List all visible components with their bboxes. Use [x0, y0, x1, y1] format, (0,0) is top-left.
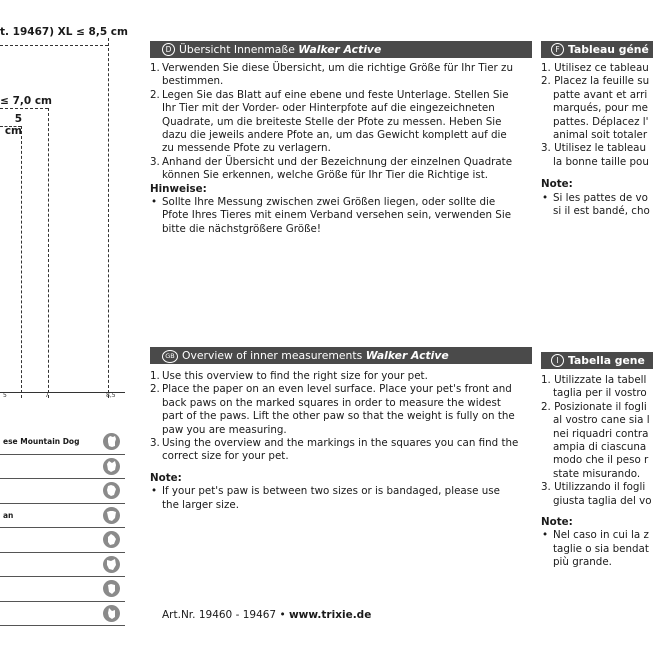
- note-heading: Note:: [541, 516, 573, 529]
- text-line: al vostro cane sia l: [553, 414, 650, 427]
- text-line: marqués, pour me: [553, 102, 648, 115]
- tick-label: 7: [45, 392, 49, 399]
- size-l-label: ≤ 7,0 cm: [0, 95, 52, 107]
- list-item: 2. Legen Sie das Blatt auf eine ebene und feste Unterlage. Stellen Sie Ihr Tier mit der Vorder- oder Hinterpfote auf die eingezeichneten Quadrate, um die breiteste Stelle der Pfote zu messen. Heben Sie dazu die jeweils andere Pfote an, um das Gewicht komplett auf die zu messende Pfote zu verlagern.: [150, 88, 509, 155]
- text-line: modo che il peso r: [553, 454, 649, 467]
- section-header-fr: [541, 41, 653, 58]
- dog-icon: [103, 482, 120, 499]
- section-title: Übersicht Innenmaße: [179, 43, 299, 56]
- dog-icon: [103, 605, 120, 622]
- section-title: Tabella gene: [568, 354, 645, 367]
- list-item: 2. Place the paper on an even level surface. Place your pet's front and back paws on the marked squares in order to measure the widest part of the paws. Lift the other paw so that the weight is fully on the paw you are measuring.: [150, 383, 515, 436]
- tick-label: 8,5: [106, 392, 116, 399]
- dog-icon: [103, 580, 120, 597]
- table-row: [0, 430, 125, 455]
- section-body-it: [541, 374, 655, 570]
- l-dashed-line: [48, 108, 49, 398]
- section-body-gb: [150, 370, 520, 512]
- note-text: si il est bandé, cho: [553, 205, 650, 218]
- tick-label: 5: [3, 392, 7, 399]
- text-line: 3. Utilisez le tableau: [541, 142, 647, 155]
- size-m-label: 5 cm: [4, 113, 22, 137]
- language-badge: D: [162, 43, 175, 56]
- note-heading: Note:: [541, 178, 573, 191]
- table-row: [0, 602, 125, 627]
- m-dashed-line: [21, 126, 22, 398]
- section-body-de: [150, 62, 520, 236]
- note-text: più grande.: [553, 556, 612, 569]
- step-text: Place the paper on an even level surface. Place your pet's front and back paws on the marked squares in order to measure the widest part of the paws. Lift the other paw so that the weight is fully on the paw you are measuring.: [162, 383, 515, 436]
- dog-icon: [103, 556, 120, 573]
- list-item: 1. Verwenden Sie diese Übersicht, um die richtige Größe für Ihr Tier zu bestimmen.: [150, 62, 513, 88]
- l-dashed-top: [0, 108, 48, 109]
- size-xl-label: t. 19467) XL ≤ 8,5 cm: [0, 26, 128, 38]
- breed-name: ese Mountain Dog: [3, 437, 80, 446]
- dog-icon: [103, 531, 120, 548]
- article-number: [162, 609, 371, 621]
- text-line: 2. Posizionate il fogli: [541, 400, 647, 413]
- text-line: 2. Placez la feuille su: [541, 75, 650, 88]
- table-row: [0, 504, 125, 529]
- language-badge: GB: [162, 350, 178, 363]
- step-text: Use this overview to find the right size for your pet.: [162, 370, 428, 382]
- article-number-text: Art.Nr. 19460 - 19467 •: [162, 609, 289, 621]
- language-badge: I: [551, 354, 564, 367]
- text-line: pattes. Déplacez l': [553, 115, 649, 128]
- product-name: Walker Active: [365, 349, 449, 362]
- text-line: ampia di ciascuna: [553, 441, 647, 454]
- text-line: 1. Utilisez ce tableau: [541, 62, 649, 74]
- product-name: Walker Active: [298, 43, 382, 56]
- section-title: Overview of inner measurements: [182, 349, 366, 362]
- section-header-gb: [150, 347, 532, 364]
- text-line: taglia per il vostro: [553, 387, 647, 400]
- dog-breed-table: [0, 430, 125, 626]
- text-line: la bonne taille pou: [553, 155, 649, 168]
- note-heading: Note:: [150, 471, 182, 484]
- section-body-fr: [541, 62, 655, 218]
- dog-icon: [103, 433, 120, 450]
- step-text: Legen Sie das Blatt auf eine ebene und feste Unterlage. Stellen Sie Ihr Tier mit der Vorder- oder Hinterpfote auf die eingezeichneten Quadrate, um die breiteste Stelle der Pfote zu messen. Heben Sie dazu die jeweils andere Pfote an, um das Gewicht komplett auf die zu messende Pfote zu verlagern.: [162, 88, 509, 155]
- text-line: 3. Utilizzando il fogli: [541, 481, 646, 494]
- text-line: 1. Utilizzate la tabell: [541, 374, 647, 386]
- table-row: [0, 528, 125, 553]
- text-line: giusta taglia del vo: [553, 494, 652, 507]
- xl-dashed-line: [108, 38, 109, 398]
- step-text: Using the overview and the markings in the squares you can find the correct size for your pet.: [162, 437, 519, 463]
- section-title: Tableau géné: [568, 43, 649, 56]
- note-text: • Si les pattes de vo: [541, 192, 655, 205]
- breed-name: an: [3, 510, 14, 520]
- step-text: Anhand der Übersicht und der Bezeichnung der einzelnen Quadrate können Sie erkennen, welche Größe für Ihr Tier die Richtige ist.: [162, 155, 513, 182]
- section-header-it: [541, 352, 653, 369]
- note-text: taglie o sia bendat: [553, 542, 649, 555]
- note-text: • Sollte Ihre Messung zwischen zwei Größen liegen, oder sollte die Pfote Ihres Tieres mit einem Verband versehen sein, verwenden Sie bitte die nächstgrößere Größe!: [150, 196, 520, 236]
- text-line: patte avant et arri: [553, 88, 648, 101]
- website-link[interactable]: www.trixie.de: [288, 609, 372, 621]
- table-row: [0, 479, 125, 504]
- list-item: 3. Anhand der Übersicht und der Bezeichnung der einzelnen Quadrate können Sie erkennen, welche Größe für Ihr Tier die Richtige ist.: [150, 155, 513, 182]
- m-dashed-top: [0, 126, 21, 127]
- table-row: [0, 577, 125, 602]
- note-heading: Hinweise:: [150, 182, 207, 195]
- table-row: [0, 455, 125, 480]
- dog-icon: [103, 458, 120, 475]
- language-badge: F: [551, 43, 564, 56]
- list-item: 1. Use this overview to find the right size for your pet.: [150, 370, 428, 382]
- note-text: • If your pet's paw is between two sizes or is bandaged, please use the larger size.: [150, 485, 520, 512]
- note-text: • Nel caso in cui la z: [541, 529, 655, 542]
- text-line: nei riquadri contra: [553, 427, 649, 440]
- table-row: [0, 553, 125, 578]
- text-line: animal soit totaler: [553, 129, 648, 142]
- xl-dashed-top: [0, 45, 108, 46]
- list-item: 3. Using the overview and the markings in the squares you can find the correct size for your pet.: [150, 437, 519, 463]
- text-line: state misurando.: [553, 467, 641, 480]
- section-header-de: [150, 41, 532, 58]
- dog-icon: [103, 507, 120, 524]
- step-text: Verwenden Sie diese Übersicht, um die richtige Größe für Ihr Tier zu bestimmen.: [162, 62, 513, 88]
